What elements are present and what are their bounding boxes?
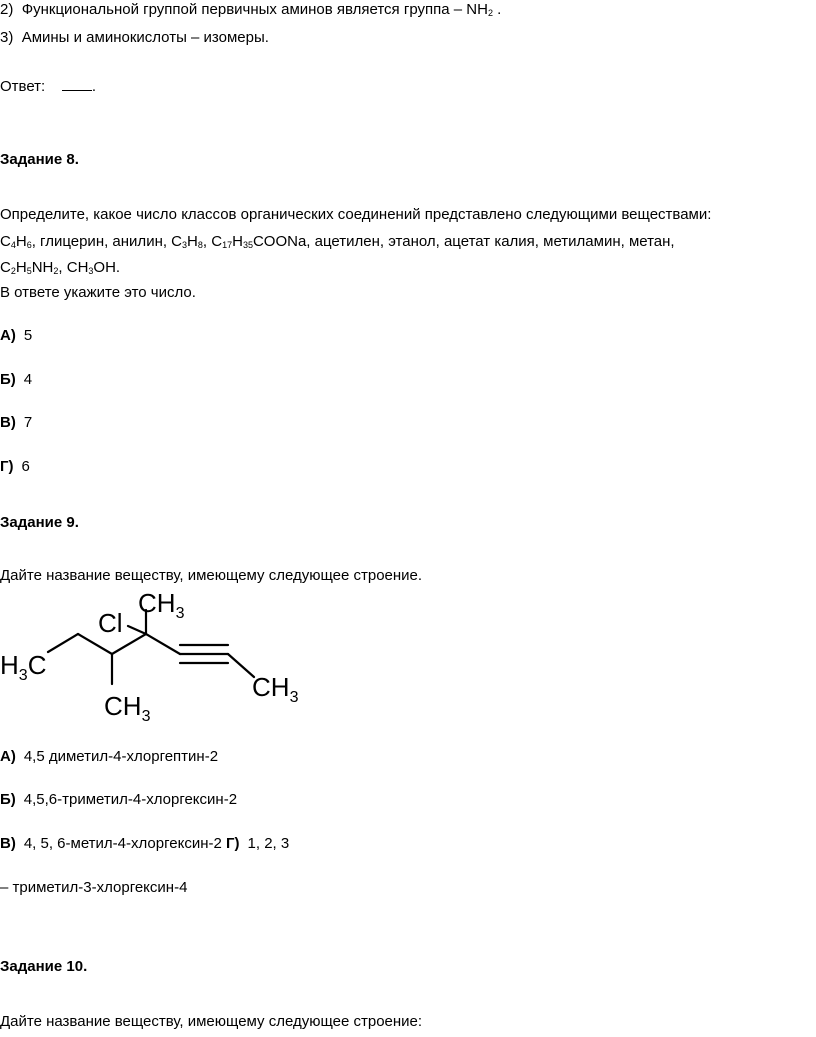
- task9-option-v[interactable]: [0, 835, 222, 852]
- task8-option-a[interactable]: [0, 326, 32, 346]
- ch3-top-label: $CH_3$: [138, 588, 185, 622]
- option-letter: В): [0, 414, 16, 431]
- task8-option-g[interactable]: [0, 457, 30, 477]
- statement-end: .: [492, 1, 502, 18]
- bond: [128, 626, 146, 634]
- task8-title: Задание 8.: [0, 151, 79, 168]
- option-text: 1, 2, 3: [247, 835, 290, 852]
- item-number: 3): [0, 29, 14, 46]
- task9-title: Задание 9.: [0, 514, 79, 531]
- task8-formula-line1: $C_4H_6$, глицерин, анилин, $C_3H_8$, $C_{17}H_{35}COONa$, ацетилен, этанол, ацетат калия, метиламин, метан,: [0, 233, 675, 250]
- ch3-bottom-label: $CH_3$: [104, 691, 151, 725]
- task9-option-v-g: [0, 834, 289, 854]
- bond: [228, 654, 254, 677]
- option-letter: Г): [0, 458, 14, 475]
- chlorine-label: Cl: [98, 608, 123, 638]
- task9-option-g-continued: – триметил-3-хлоргексин-4: [0, 879, 188, 896]
- option-text: 4,5,6-триметил-4-хлоргексин-2: [23, 791, 238, 808]
- option-text: 4, 5, 6-метил-4-хлоргексин-2: [23, 835, 222, 852]
- bond: [146, 634, 180, 654]
- task8-instruction: В ответе укажите это число.: [0, 284, 196, 301]
- answer-end: .: [91, 78, 97, 95]
- task8-formula-line2: $C_2H_5NH_2$, $CH_3OH$.: [0, 259, 121, 276]
- item-number: 2): [0, 1, 14, 18]
- option-text: 4,5 диметил-4-хлоргептин-2: [23, 748, 219, 765]
- task9-question: Дайте название веществу, имеющему следующее строение.: [0, 567, 423, 584]
- statement-text: Функциональной группой первичных аминов является группа – NH: [21, 1, 488, 18]
- task8-question: Определите, какое число классов органических соединений представлено следующими веществами:: [0, 206, 712, 223]
- statement-text: Амины и аминокислоты – изомеры.: [21, 29, 269, 46]
- option-text: 7: [23, 414, 33, 431]
- ch3-right-label: $CH_3$: [252, 672, 299, 706]
- task10-question: Дайте название веществу, имеющему следующее строение:: [0, 1013, 423, 1030]
- subscript: 2: [487, 8, 493, 18]
- option-letter: В): [0, 835, 16, 852]
- option-text: 4: [23, 371, 33, 388]
- bond: [48, 634, 78, 652]
- option-letter: А): [0, 748, 16, 765]
- task9-option-b[interactable]: [0, 790, 237, 810]
- task10-title: Задание 10.: [0, 958, 88, 975]
- statement-2: [0, 0, 501, 20]
- answer-line: [0, 76, 96, 97]
- answer-blank[interactable]: [62, 76, 92, 91]
- task9-option-a[interactable]: [0, 747, 218, 767]
- statement-3: [0, 28, 269, 48]
- option-letter: Г): [226, 835, 240, 852]
- option-text: 5: [23, 327, 33, 344]
- option-letter: Б): [0, 791, 16, 808]
- task8-option-v[interactable]: [0, 413, 32, 433]
- structure-formula: [0, 582, 320, 727]
- option-letter: Б): [0, 371, 16, 388]
- h3c-left-label: $H_3C$: [0, 650, 47, 684]
- task9-option-g[interactable]: [226, 835, 289, 852]
- task8-option-b[interactable]: [0, 370, 32, 390]
- option-text: 6: [21, 458, 30, 475]
- answer-label: Ответ:: [0, 78, 46, 95]
- option-letter: А): [0, 327, 16, 344]
